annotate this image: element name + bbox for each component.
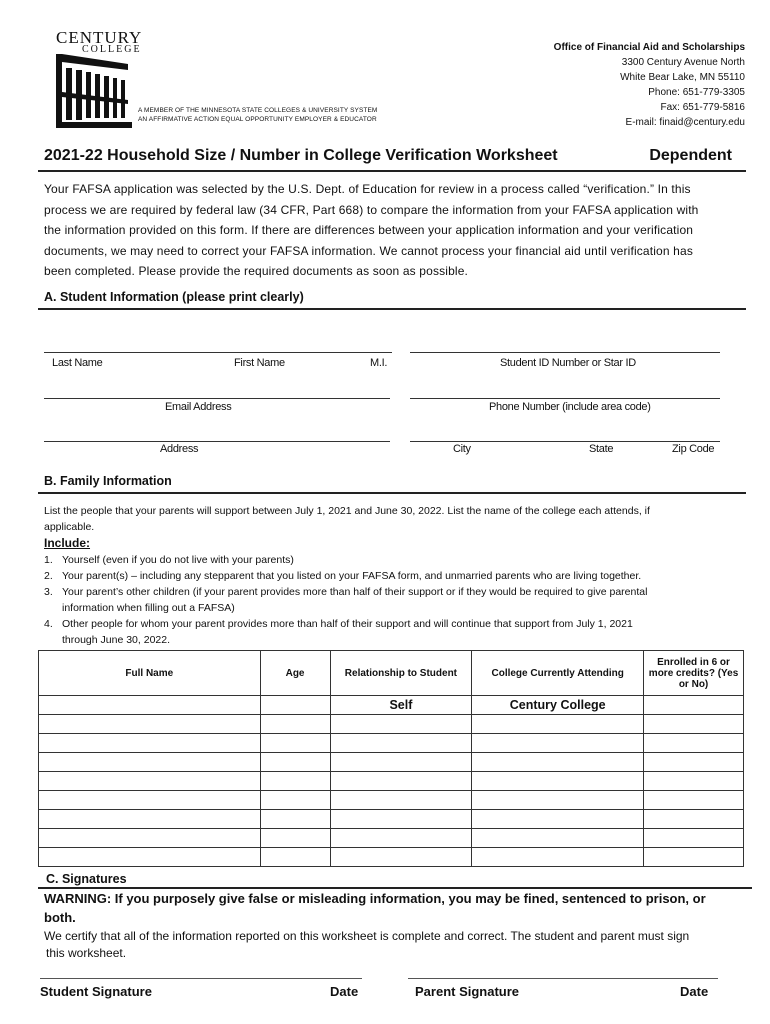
- cell-full-name[interactable]: [39, 696, 261, 715]
- section-a-divider: [38, 308, 746, 310]
- table-header-row: [39, 651, 744, 696]
- list-item: [44, 616, 744, 632]
- table-cell[interactable]: [260, 829, 330, 848]
- include-list: [44, 552, 744, 648]
- table-row: [39, 791, 744, 810]
- table-cell[interactable]: [330, 772, 472, 791]
- list-number: 4.: [44, 618, 53, 630]
- list-number: 2.: [44, 570, 53, 582]
- table-cell[interactable]: [472, 734, 644, 753]
- intro-line: the information provided on this form. If there are differences between your application information and your verification: [44, 223, 694, 237]
- table-cell[interactable]: [39, 829, 261, 848]
- table-cell[interactable]: [39, 772, 261, 791]
- table-cell[interactable]: [472, 810, 644, 829]
- student-id-label: Student ID Number or Star ID: [500, 357, 636, 369]
- table-cell[interactable]: [260, 734, 330, 753]
- table-cell[interactable]: [330, 829, 472, 848]
- table-row: [39, 772, 744, 791]
- parent-signature-line[interactable]: [408, 978, 718, 979]
- table-cell[interactable]: [260, 772, 330, 791]
- section-b-divider: [38, 492, 746, 494]
- parent-date-label: Date: [680, 984, 709, 999]
- intro-line: been completed. Please provide the required documents as soon as possible.: [44, 264, 469, 278]
- email-label: Email Address: [165, 401, 232, 413]
- warning-line: both.: [44, 910, 76, 925]
- table-row: [39, 829, 744, 848]
- table-cell[interactable]: [260, 791, 330, 810]
- col-relationship: Relationship to Student: [330, 651, 472, 696]
- list-number: 3.: [44, 586, 53, 598]
- table-cell[interactable]: [330, 791, 472, 810]
- table-cell[interactable]: [330, 715, 472, 734]
- instructions-line: List the people that your parents will support between July 1, 2021 and June 30, 2022. List the name of the college each attends, if: [44, 505, 650, 517]
- list-text: through June 30, 2022.: [62, 634, 171, 646]
- table-cell[interactable]: [39, 848, 261, 867]
- col-college: College Currently Attending: [472, 651, 644, 696]
- address-label: Address: [160, 443, 199, 455]
- last-name-label: Last Name: [52, 357, 103, 369]
- phone-field[interactable]: [410, 398, 720, 399]
- table-cell[interactable]: [330, 753, 472, 772]
- list-item: [44, 584, 744, 600]
- city-state-zip-field[interactable]: [410, 441, 720, 442]
- table-row: [39, 734, 744, 753]
- page-title: 2021-22 Household Size / Number in College Verification Worksheet: [44, 147, 558, 164]
- table-cell[interactable]: [644, 734, 744, 753]
- first-name-label: First Name: [234, 357, 285, 369]
- student-signature-label: Student Signature: [40, 984, 152, 999]
- office-street: 3300 Century Avenue North: [621, 57, 745, 68]
- col-age: Age: [260, 651, 330, 696]
- member-line-1: A MEMBER OF THE MINNESOTA STATE COLLEGES & UNIVERSITY SYSTEM: [138, 107, 378, 114]
- table-cell[interactable]: [330, 848, 472, 867]
- instructions-line: applicable.: [44, 521, 95, 533]
- cell-enrolled[interactable]: [644, 696, 744, 715]
- list-text: Yourself (even if you do not live with your parents): [62, 554, 294, 566]
- list-number: 1.: [44, 554, 53, 566]
- col-enrolled: Enrolled in 6 or more credits? (Yes or No): [644, 651, 744, 696]
- table-cell[interactable]: [644, 753, 744, 772]
- section-b-heading: B. Family Information: [44, 474, 172, 488]
- family-table: [38, 650, 744, 867]
- parent-signature-label: Parent Signature: [415, 984, 520, 999]
- table-cell[interactable]: [644, 829, 744, 848]
- table-cell[interactable]: [39, 753, 261, 772]
- list-text: Other people for whom your parent provides more than half of their support and will continue that support from July 1, 2021: [62, 618, 633, 630]
- student-signature-line[interactable]: [40, 978, 362, 979]
- office-title: Office of Financial Aid and Scholarships: [553, 42, 745, 53]
- zip-label: Zip Code: [672, 443, 715, 455]
- section-a-heading: A. Student Information (please print clearly): [44, 290, 304, 304]
- table-row: [39, 715, 744, 734]
- state-label: State: [589, 443, 614, 455]
- office-address-block: [554, 40, 745, 130]
- table-cell[interactable]: [472, 791, 644, 810]
- table-cell[interactable]: [39, 810, 261, 829]
- col-full-name: Full Name: [39, 651, 261, 696]
- name-field[interactable]: [44, 352, 392, 353]
- warning-text: [44, 889, 754, 927]
- table-cell[interactable]: [260, 715, 330, 734]
- table-cell[interactable]: [330, 734, 472, 753]
- section-c-heading: C. Signatures: [46, 872, 127, 886]
- list-item: [44, 568, 744, 584]
- member-statement: [138, 106, 377, 124]
- student-date-label: Date: [330, 984, 359, 999]
- table-cell[interactable]: [472, 848, 644, 867]
- office-email: E-mail: finaid@century.edu: [625, 117, 745, 128]
- family-instructions: [44, 503, 744, 535]
- list-text: Your parent(s) – including any stepparent that you listed on your FAFSA form, and unmarried parents who are living together.: [62, 570, 642, 582]
- table-cell[interactable]: [39, 734, 261, 753]
- office-fax: Fax: 651-779-5816: [660, 102, 745, 113]
- dependency-status: Dependent: [649, 147, 732, 164]
- table-row: [39, 810, 744, 829]
- office-city: White Bear Lake, MN 55110: [620, 72, 745, 83]
- mi-label: M.I.: [370, 357, 388, 369]
- cell-relationship: Self: [330, 696, 472, 715]
- table-cell[interactable]: [472, 829, 644, 848]
- table-cell[interactable]: [472, 753, 644, 772]
- century-college-logo-icon: [56, 54, 134, 128]
- table-cell[interactable]: [260, 810, 330, 829]
- title-divider: [38, 170, 746, 172]
- table-cell[interactable]: [260, 848, 330, 867]
- logo-wordmark: CENTURY: [56, 28, 143, 47]
- address-field[interactable]: [44, 441, 390, 442]
- certify-line: We certify that all of the information reported on this worksheet is complete and correct. The student and parent must sign: [44, 929, 690, 943]
- city-label: City: [453, 443, 471, 455]
- list-text: information when filling out a FAFSA): [62, 602, 235, 614]
- cell-college: Century College: [472, 696, 644, 715]
- certification-text: [44, 928, 756, 962]
- include-label: Include:: [44, 536, 91, 550]
- intro-paragraph: [44, 179, 754, 282]
- list-text: Your parent’s other children (if your parent provides more than half of their support or if they would be required to give parental: [62, 586, 648, 598]
- table-cell[interactable]: [260, 753, 330, 772]
- list-item: [44, 600, 744, 616]
- table-cell[interactable]: [644, 810, 744, 829]
- email-field[interactable]: [44, 398, 390, 399]
- table-cell[interactable]: [644, 848, 744, 867]
- intro-line: documents, we may need to correct your FAFSA information. We cannot process your financial aid until verification has: [44, 243, 693, 258]
- table-cell[interactable]: [39, 715, 261, 734]
- table-cell[interactable]: [644, 772, 744, 791]
- table-row: [39, 848, 744, 867]
- student-id-field[interactable]: [410, 352, 720, 353]
- table-row: [39, 753, 744, 772]
- table-cell[interactable]: [39, 791, 261, 810]
- table-row: [39, 696, 744, 715]
- member-line-2: AN AFFIRMATIVE ACTION EQUAL OPPORTUNITY EMPLOYER & EDUCATOR: [138, 116, 377, 123]
- warning-line: WARNING: If you purposely give false or misleading information, you may be fined, sentenced to prison, or: [44, 891, 706, 906]
- table-cell[interactable]: [472, 772, 644, 791]
- office-phone: Phone: 651-779-3305: [648, 87, 745, 98]
- table-cell[interactable]: [644, 791, 744, 810]
- cell-age[interactable]: [260, 696, 330, 715]
- table-cell[interactable]: [644, 715, 744, 734]
- certify-line: this worksheet.: [46, 946, 127, 960]
- list-item: [44, 632, 744, 648]
- phone-label: Phone Number (include area code): [489, 401, 651, 413]
- logo-subtitle: COLLEGE: [82, 44, 142, 55]
- intro-line: Your FAFSA application was selected by the U.S. Dept. of Education for review in a process called “verification.” In this: [44, 182, 691, 196]
- table-cell[interactable]: [472, 715, 644, 734]
- table-cell[interactable]: [330, 810, 472, 829]
- intro-line: process we are required by federal law (34 CFR, Part 668) to compare the information from your FAFSA application with: [44, 202, 699, 217]
- list-item: [44, 552, 744, 568]
